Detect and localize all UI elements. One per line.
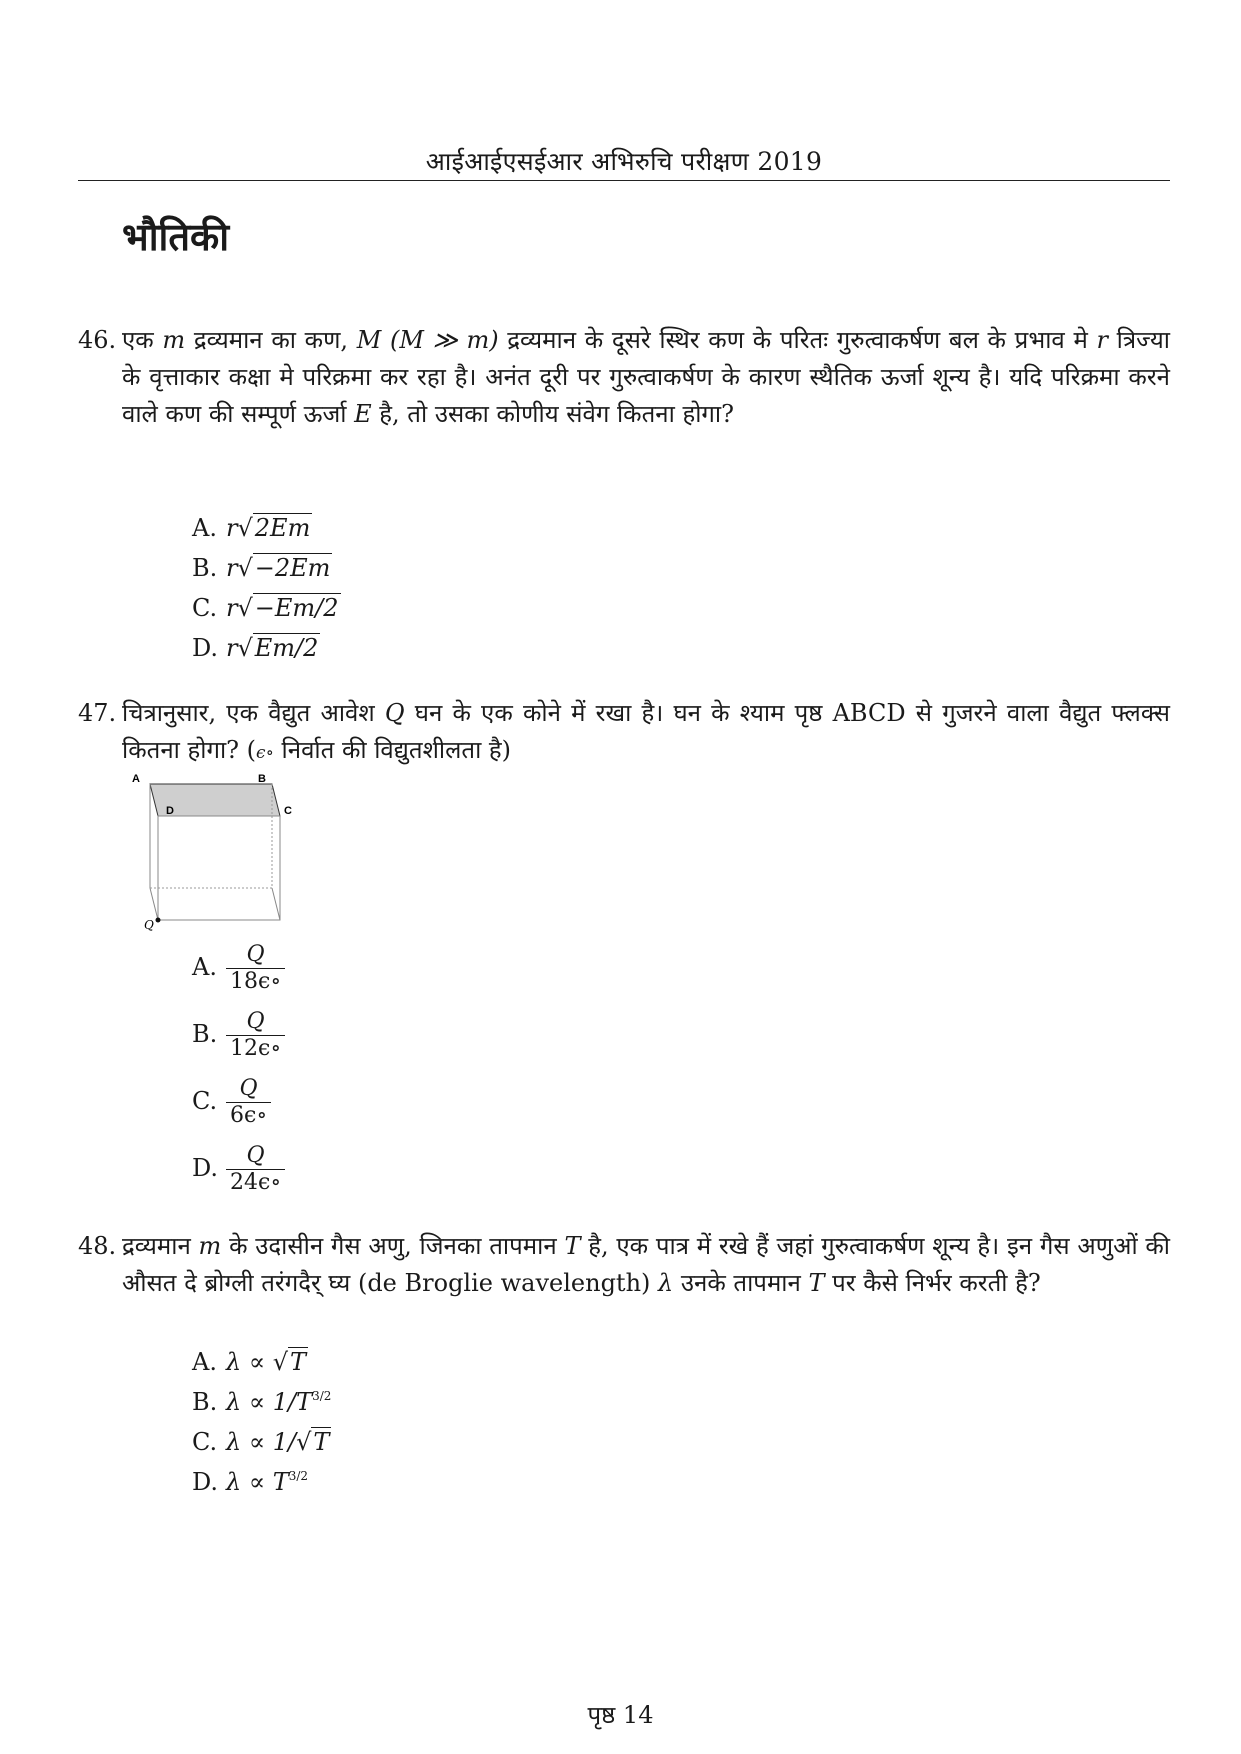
page-header: आईआईएसईआर अभिरुचि परीक्षण 2019	[425, 147, 823, 176]
option-a[interactable]: A. $\frac{Q}{18\epsilon\circ}$	[192, 942, 285, 995]
charge-q-dot	[156, 918, 161, 923]
fraction: $\frac{Q}{18\epsilon\circ}$	[226, 942, 285, 995]
cube-edge	[272, 888, 280, 920]
question-text: एक m द्रव्यमान का कण, M (M ≫ m) द्रव्यमान के दूसरे स्थिर कण के परितः गुरुत्वाकर्षण बल के प्रभाव मे r त्रिज्या के वृत्ताकार कक्षा मे परिक्रमा कर रहा है। अनंत दूरी पर गुरुत्वाकर्षण के कारण स्थैतिक ऊर्जा शून्य है। यदि परिक्रमा करने वाले कण की सम्पूर्ण ऊर्जा E है, तो उसका कोणीय संवेग कितना होगा?	[122, 326, 1170, 428]
option-a[interactable]: A. r√2Em	[192, 514, 311, 542]
question-number: 46.	[78, 326, 117, 354]
question-number: 48.	[78, 1232, 117, 1260]
option-b[interactable]: B. $\frac{Q}{12\epsilon\circ}$	[192, 1009, 285, 1062]
option-b[interactable]: B. r√−2Em	[192, 554, 331, 582]
option-d[interactable]: D. $\frac{Q}{24\epsilon\circ}$	[192, 1143, 285, 1196]
question-46	[78, 322, 1170, 433]
cube-figure	[122, 772, 322, 932]
cube-edge	[150, 888, 158, 920]
option-c[interactable]: C. $\frac{Q}{6\epsilon\circ}$	[192, 1076, 271, 1129]
radical: √Em/2	[237, 634, 319, 662]
option-c[interactable]: C. λ ∝ 1/√T	[192, 1428, 330, 1456]
label-d: D	[166, 805, 174, 817]
option-d[interactable]: D. r√Em/2	[192, 634, 319, 662]
section-title: भौतिकी	[122, 214, 230, 259]
option-a[interactable]: A. λ ∝ √T	[192, 1348, 307, 1376]
radical: √T	[272, 1348, 307, 1376]
page-number: पृष्ठ 14	[587, 1701, 654, 1729]
label-b: B	[258, 773, 266, 785]
radical: √−Em/2	[237, 594, 339, 622]
fraction: $\frac{Q}{24\epsilon\circ}$	[226, 1143, 285, 1196]
label-q: Q	[144, 918, 154, 932]
question-number: 47.	[78, 699, 117, 727]
cube-front-face	[158, 816, 280, 920]
header-rule	[78, 180, 1170, 181]
option-b[interactable]: B. $\lambda \propto 1/T^{3/2}$	[192, 1388, 332, 1416]
option-d[interactable]: D. $\lambda \propto T^{3/2}$	[192, 1468, 309, 1496]
option-c[interactable]: C. r√−Em/2	[192, 594, 339, 622]
radical: √T	[296, 1428, 330, 1456]
radical: √−2Em	[237, 554, 331, 582]
label-a: A	[132, 773, 140, 785]
question-47	[78, 695, 1170, 772]
fraction: $\frac{Q}{6\epsilon\circ}$	[226, 1076, 271, 1129]
question-text: चित्रानुसार, एक वैद्युत आवेश Q घन के एक कोने में रखा है। घन के श्याम पृष्ठ ABCD से गुजरने वाला वैद्युत फ्लक्स कितना होगा? (ϵ∘ निर्वात की विद्युतशीलता है)	[122, 699, 1170, 764]
label-c: C	[284, 805, 292, 817]
radical: √2Em	[237, 514, 311, 542]
fraction: $\frac{Q}{12\epsilon\circ}$	[226, 1009, 285, 1062]
question-text: द्रव्यमान m के उदासीन गैस अणु, जिनका तापमान T है, एक पात्र में रखे हैं जहां गुरुत्वाकर्षण शून्य है। इन गैस अणुओं की औसत दे ब्रोग्ली तरंगदैर् घ्य (de Broglie wavelength) λ उनके तापमान T पर कैसे निर्भर करती है?	[122, 1232, 1171, 1297]
question-48	[78, 1228, 1170, 1302]
